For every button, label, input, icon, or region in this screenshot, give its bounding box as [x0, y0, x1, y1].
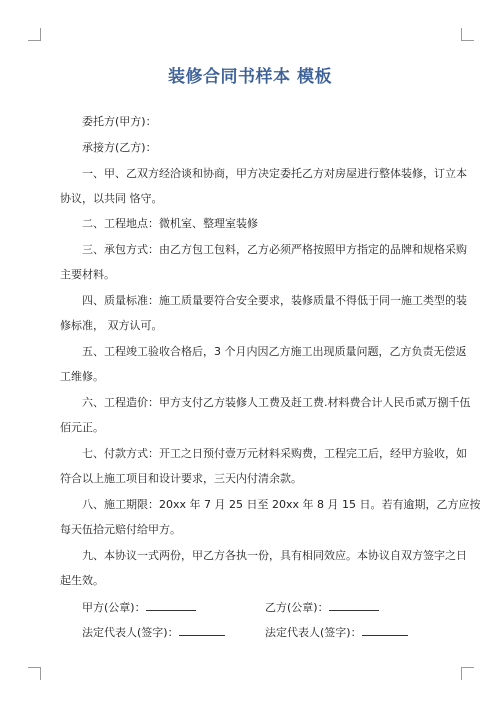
party-b-seal-line — [265, 599, 379, 615]
clause-8-line-2: 每天伍拾元赔付给甲方。 — [60, 523, 181, 536]
document-title: 装修合同书样本 模板 — [168, 67, 332, 87]
clause-6-line-2: 佰元正。 — [60, 421, 104, 434]
crop-mark-top-left — [28, 28, 41, 41]
clause-7-line-2: 符合以上施工项目和设计要求，三天内付清余款。 — [60, 472, 302, 485]
crop-mark-top-right — [461, 28, 474, 41]
party-b-rep-blank[interactable] — [362, 624, 408, 636]
party-a-seal-line — [82, 599, 196, 615]
clause-6-line-1: 六、工程造价：甲方支付乙方装修人工费及赶工费.材料费合计人民币贰万捌千伍 — [82, 396, 471, 409]
party-a-rep-line — [82, 624, 225, 640]
party-a-rep-label: 法定代表人(签字)： — [82, 626, 179, 639]
party-a-seal-blank[interactable] — [146, 599, 196, 611]
clause-4-line-2: 修标准， 双方认可。 — [60, 319, 163, 332]
clause-5-line-2: 工维修。 — [60, 370, 104, 383]
clause-3-line-2: 主要材料。 — [60, 268, 115, 281]
clause-8-line-1: 八、施工期限：20xx 年 7 月 25 日至 20xx 年 8 月 15 日。若有逾期，乙方应按 — [82, 498, 481, 511]
party-b-rep-line — [265, 624, 408, 640]
clause-7-line-1: 七、付款方式：开工之日预付壹万元材料采购费，工程完工后，经甲方验收，如 — [82, 447, 467, 460]
crop-mark-bottom-right — [461, 667, 474, 680]
clause-3-line-1: 三、承包方式：由乙方包工包料，乙方必须严格按照甲方指定的品牌和规格采购 — [82, 243, 467, 256]
clause-4-line-1: 四、质量标准：施工质量要符合安全要求，装修质量不得低于同一施工类型的装 — [82, 294, 467, 307]
client-label: 委托方(甲方)： — [82, 115, 157, 128]
crop-mark-bottom-left — [28, 667, 41, 680]
clause-9-line-1: 九、本协议一式两份，甲乙方各执一份，具有相同效应。本协议自双方签字之日 — [82, 549, 467, 562]
party-b-rep-label: 法定代表人(签字)： — [265, 626, 362, 639]
party-a-seal-label: 甲方(公章)： — [82, 601, 146, 614]
clause-1-line-2: 协议，以共同 恪守。 — [60, 192, 163, 205]
party-b-seal-blank[interactable] — [329, 599, 379, 611]
party-b-seal-label: 乙方(公章)： — [265, 601, 329, 614]
contractor-label: 承接方(乙方)： — [82, 141, 157, 154]
party-a-rep-blank[interactable] — [179, 624, 225, 636]
clause-2: 二、工程地点：微机室、整理室装修 — [82, 217, 258, 230]
clause-9-line-2: 起生效。 — [60, 574, 104, 587]
clause-5-line-1: 五、工程竣工验收合格后，3 个月内因乙方施工出现质量问题，乙方负责无偿返 — [82, 345, 467, 358]
clause-1-line-1: 一、甲、乙双方经洽谈和协商，甲方决定委托乙方对房屋进行整体装修，订立本 — [82, 167, 467, 180]
